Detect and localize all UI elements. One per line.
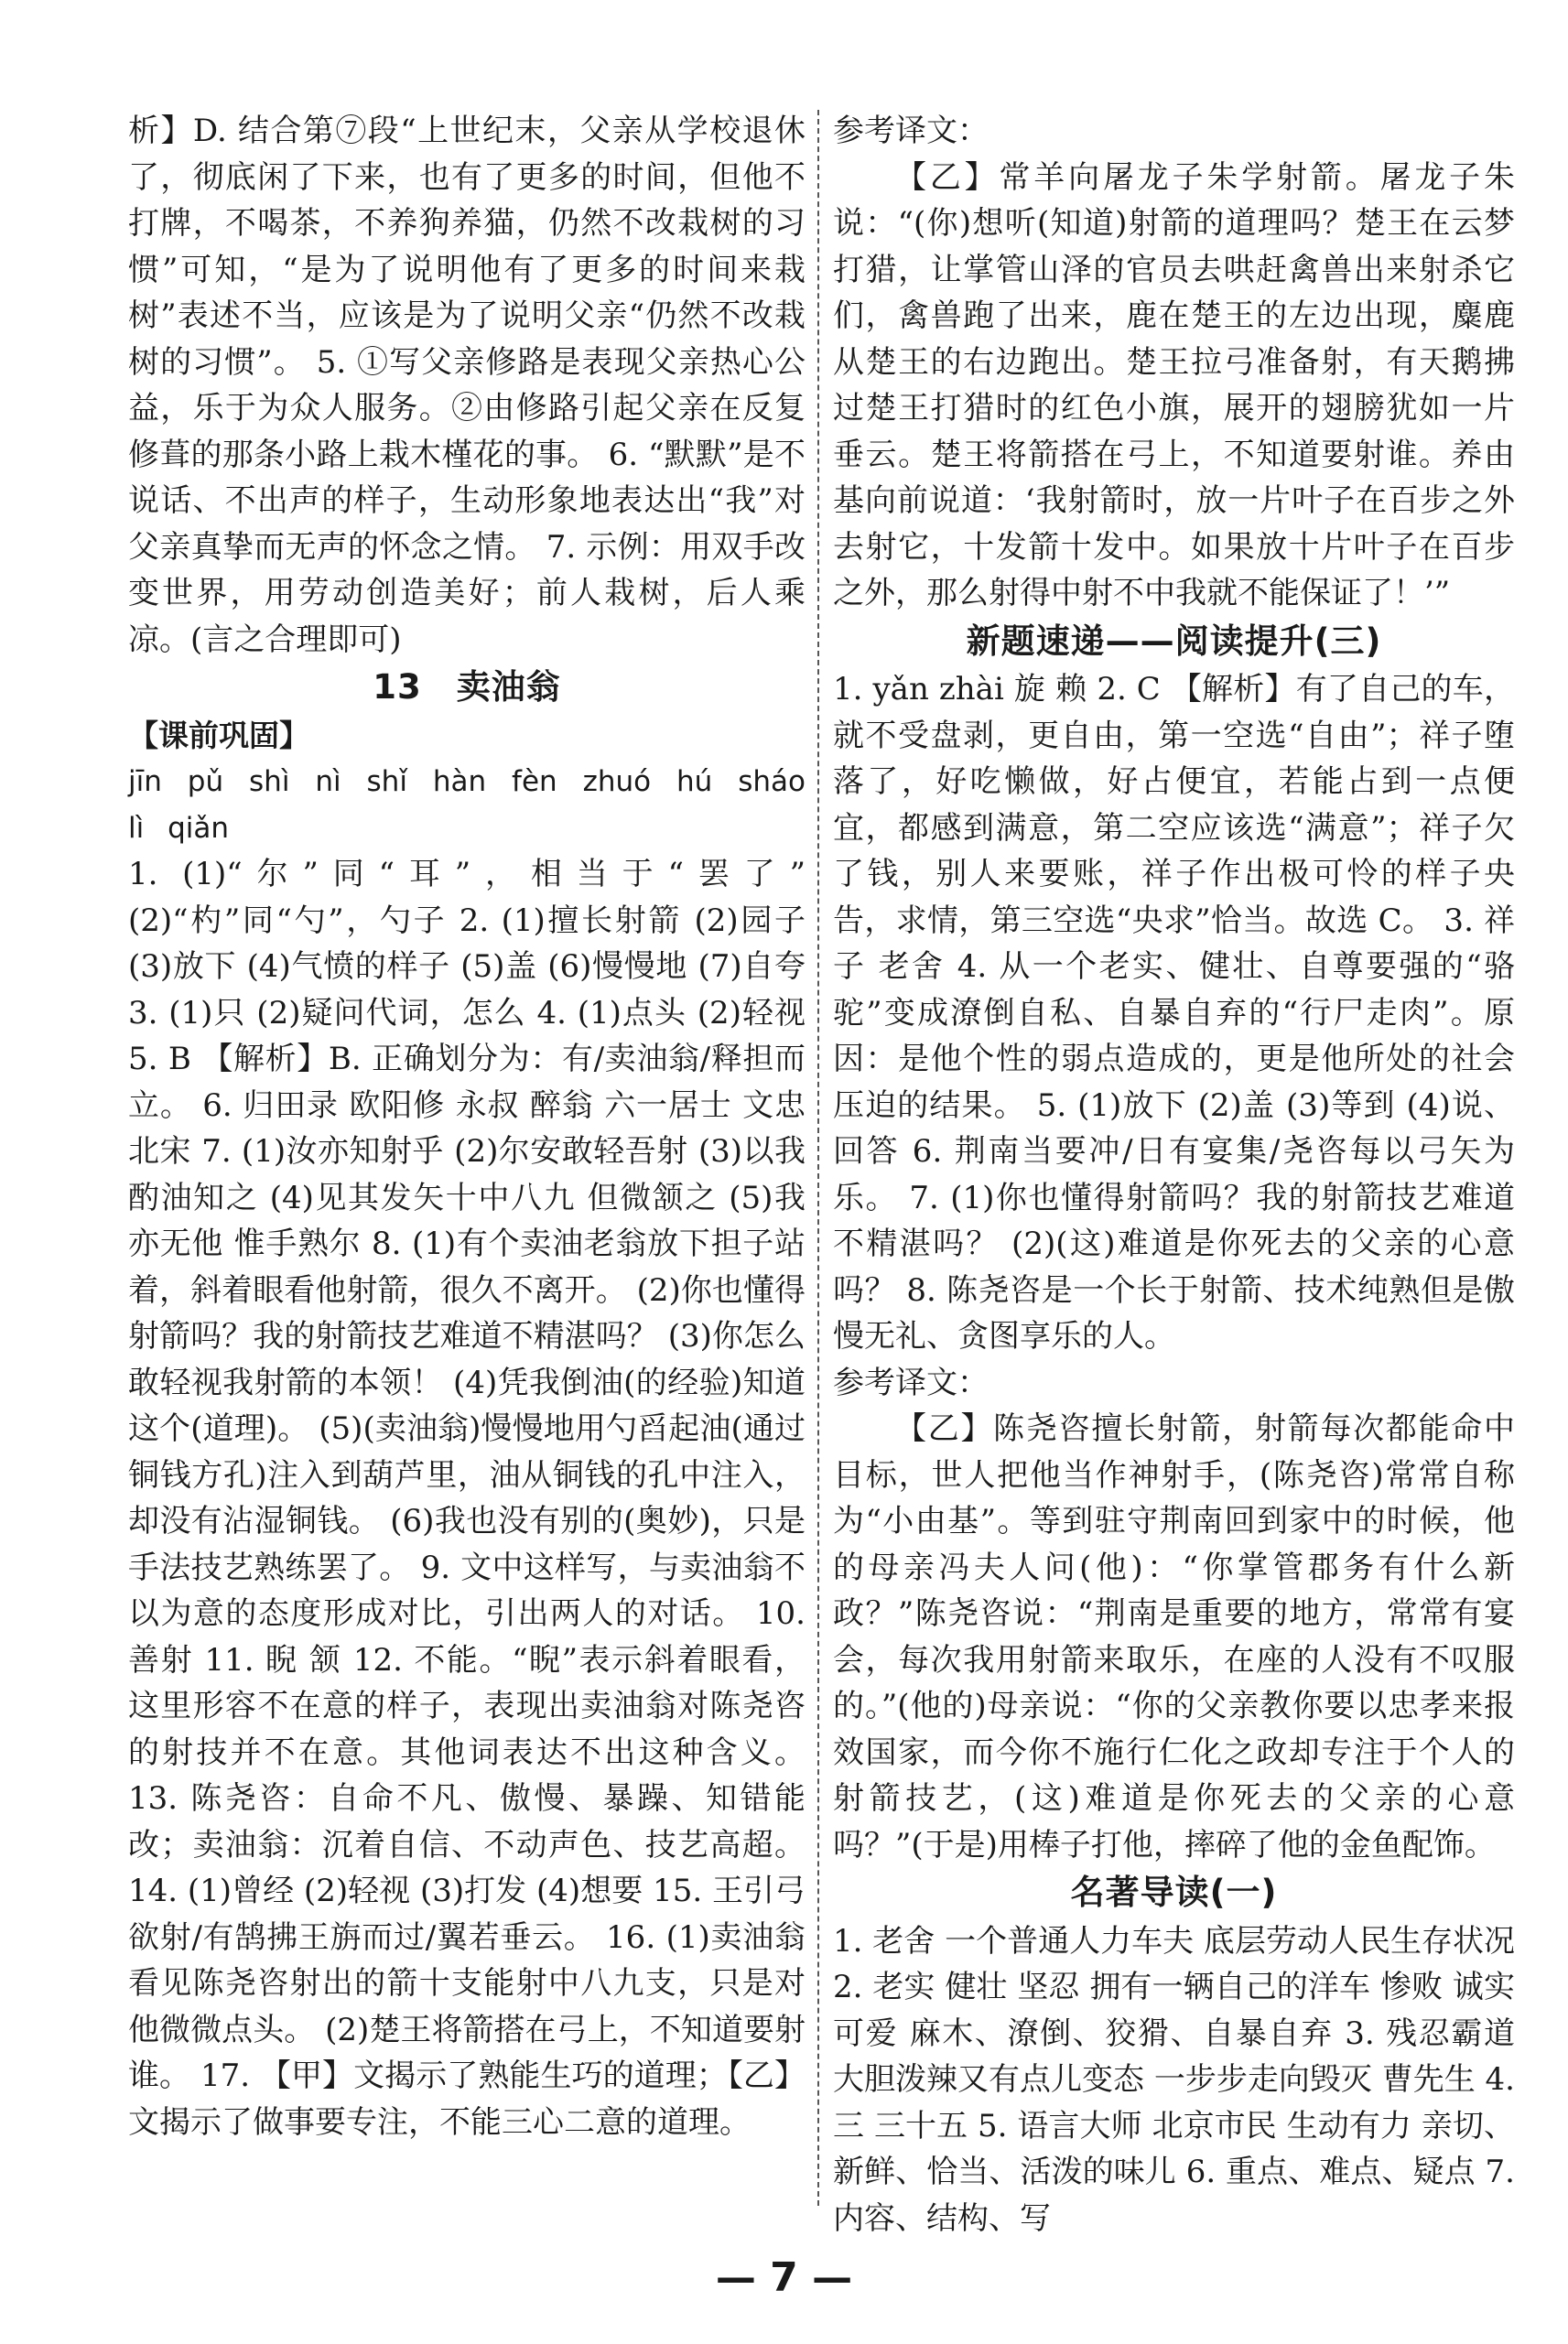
section-title-maiyouweng: 13 卖油翁 (373, 667, 561, 707)
left-column (128, 108, 806, 2145)
section-title-reading-3: 新题速递——阅读提升(三) (966, 621, 1382, 661)
reference-label-2: 参考译文： (833, 1364, 989, 1401)
answer-block-continued: 析】D. 结合第⑦段“上世纪末，父亲从学校退休了，彻底闲了下来，也有了更多的时间，但他不打牌，不喝茶，不养狗养猫，仍然不改栽树的习惯”可知，“是为了说明他有了更多的时间来栽树”表述不当，应该是为了说明父亲“仍然不改栽树的习惯”。 5. ①写父亲修路是表现父亲热心公益，乐于为众人服务。②由修路引起父亲在反复修葺的那条小路上栽木槿花的事。 6. “默默”是不说话、不出声的样子，生动形象地表达出“我”对父亲真挚而无声的怀念之情。 7. 示例：用双手改变世界，用劳动创造美好；前人栽树，后人乘凉。(言之合理即可) (128, 113, 806, 658)
column-divider (817, 110, 819, 2206)
subheading-kechang-gonggu: 【课前巩固】 (128, 717, 309, 753)
reference-translation-2: 【乙】陈尧咨擅长射箭，射箭每次都能命中目标，世人把他当作神射手，(陈尧咨)常常自称为“小由基”。等到驻守荆南回到家中的时候，他的母亲冯夫人问(他)：“你掌管郡务有什么新政？”陈尧咨说：“荆南是重要的地方，常常有宴会，每次我用射箭来取乐，在座的人没有不叹服的。”(他的)母亲说：“你的父亲教你要以忠孝来报效国家，而今你不施行仁化之政却专注于个人的射箭技艺，(这)难道是你死去的父亲的心意吗？”(于是)用棒子打他，摔碎了他的金鱼配饰。 (833, 1410, 1515, 1863)
page-number: — 7 — (715, 2254, 853, 2301)
reference-label-1: 参考译文： (833, 113, 989, 149)
section-title-mingzhu-1: 名著导读(一) (1070, 1873, 1278, 1912)
answer-block-reading-3: 1. yǎn zhài 旋 赖 2. C 【解析】有了自己的车，就不受盘剥，更自由，第一空选“自由”；祥子堕落了，好吃懒做，好占便宜，若能占到一点便宜，都感到满意，第二空应该选“满意”；祥子欠了钱，别人来要账，祥子作出极可怜的样子央告，求情，第三空选“央求”恰当。故选 C。 3. 祥子 老舍 4. 从一个老实、健壮、自尊要强的“骆驼”变成潦倒自私、自暴自弃的“行尸走肉”。原因：是他个性的弱点造成的，更是他所处的社会压迫的结果。 5. (1)放下 (2)盖 (3)等到 (4)说、回答 6. 荆南当要冲/日有宴集/尧咨每以弓矢为乐。 7. (1)你也懂得射箭吗？我的射箭技艺难道不精湛吗？ (2)(这)难道是你死去的父亲的心意吗？ 8. 陈尧咨是一个长于射箭、技术纯熟但是傲慢无礼、贪图享乐的人。 (833, 671, 1515, 1355)
answer-block-maiyouweng: 1. (1)“尔”同“耳”，相当于“罢了” (2)“杓”同“勺”，勺子 2. (1)擅长射箭 (2)园子 (3)放下 (4)气愤的样子 (5)盖 (6)慢慢地 (7)自夸 3. (1)只 (2)疑问代词，怎么 4. (1)点头 (2)轻视 5. B 【解析】B. 正确划分为：有/卖油翁/释担而立。 6. 归田录 欧阳修 永叔 醉翁 六一居士 文忠 北宋 7. (1)汝亦知射乎 (2)尔安敢轻吾射 (3)以我酌油知之 (4)见其发矢十中八九 但微颔之 (5)我亦无他 惟手熟尔 8. (1)有个卖油老翁放下担子站着，斜着眼看他射箭，很久不离开。 (2)你也懂得射箭吗？我的射箭技艺难道不精湛吗？ (3)你怎么敢轻视我射箭的本领！ (4)凭我倒油(的经验)知道这个(道理)。 (5)(卖油翁)慢慢地用勺舀起油(通过铜钱方孔)注入到葫芦里，油从铜钱的孔中注入，却没有沾湿铜钱。 (6)我也没有别的(奥妙)，只是手法技艺熟练罢了。 9. 文中这样写，与卖油翁不以为意的态度形成对比，引出两人的对话。 10. 善射 11. 睨 颔 12. 不能。“睨”表示斜着眼看，这里形容不在意的样子，表现出卖油翁对陈尧咨的射技并不在意。其他词表达不出这种含义。 13. 陈尧咨：自命不凡、傲慢、暴躁、知错能改；卖油翁：沉着自信、不动声色、技艺高超。 14. (1)曾经 (2)轻视 (3)打发 (4)想要 15. 王引弓欲射/有鹄拂王旃而过/翼若垂云。 16. (1)卖油翁看见陈尧咨射出的箭十支能射中八九支，只是对他微微点头。 (2)楚王将箭搭在弓上，不知道要射谁。 17. 【甲】文揭示了熟能生巧的道理；【乙】文揭示了做事要专注，不能三心二意的道理。 (128, 856, 806, 2141)
reference-translation-1: 【乙】常羊向屠龙子朱学射箭。屠龙子朱说：“(你)想听(知道)射箭的道理吗？楚王在云梦打猎，让掌管山泽的官员去哄赶禽兽出来射杀它们，禽兽跑了出来，鹿在楚王的左边出现，麋鹿从楚王的右边跑出。楚王拉弓准备射，有天鹅拂过楚王打猎时的红色小旗，展开的翅膀犹如一片垂云。楚王将箭搭在弓上，不知道要射谁。养由基向前说道：‘我射箭时，放一片叶子在百步之外去射它，十发箭十发中。如果放十片叶子在百步之外，那么射得中射不中我就不能保证了！’” (833, 158, 1515, 611)
pinyin-line: jīn pǔ shì nì shǐ hàn fèn zhuó hú sháo lì qiǎn (128, 765, 806, 845)
right-column (833, 108, 1515, 2241)
answer-block-mingzhu-1: 1. 老舍 一个普通人力车夫 底层劳动人民生存状况 2. 老实 健壮 坚忍 拥有一辆自己的洋车 惨败 诚实可爱 麻木、潦倒、狡猾、自暴自弃 3. 残忍霸道 大胆泼辣又有点儿变态 一步步走向毁灭 曹先生 4. 三 三十五 5. 语言大师 北京市民 生动有力 亲切、新鲜、恰当、活泼的味儿 6. 重点、难点、疑点 7. 内容、结构、写 (833, 1922, 1515, 2237)
